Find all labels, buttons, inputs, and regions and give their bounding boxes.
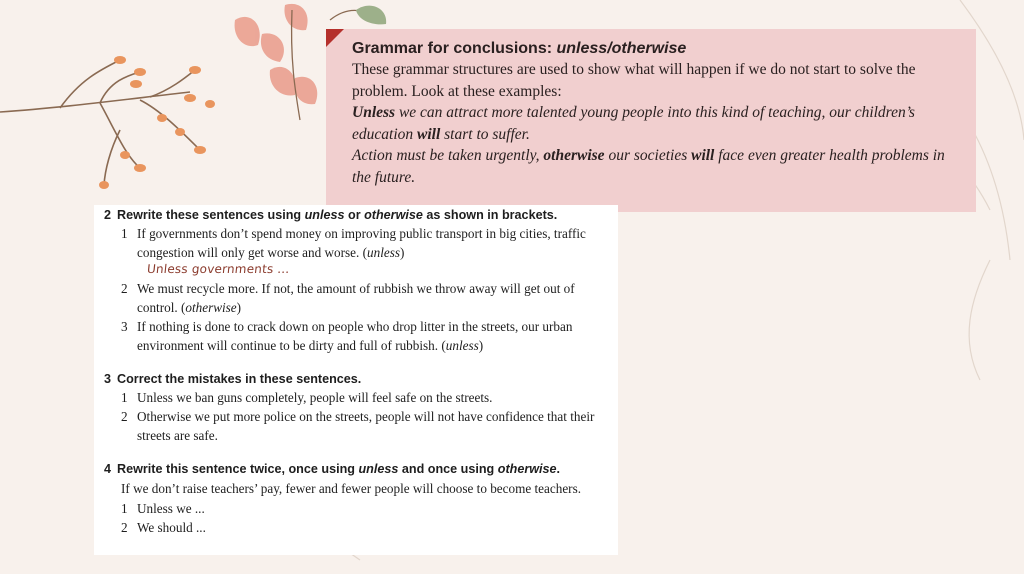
exercise-4 xyxy=(104,461,618,537)
exercise-heading: 4 Rewrite this sentence twice, once using unless and once using otherwise. xyxy=(104,462,561,476)
handwritten-answer: Unless governments ... xyxy=(146,262,291,276)
exercise-item: 1 Unless we ... xyxy=(121,501,205,516)
exercise-heading: 2 Rewrite these sentences using unless or otherwise as shown in brackets. xyxy=(104,208,558,222)
exercise-item: 3 If nothing is done to crack down on people who drop litter in the streets, our urban environment will continue to be dirty and full of rubbish. (unless) xyxy=(121,319,573,353)
grammar-intro: These grammar structures are used to show what will happen if we do not start to solve the problem. Look at these examples: xyxy=(352,61,916,100)
orange-buds xyxy=(99,56,215,189)
grammar-example-2: Action must be taken urgently, otherwise our societies will face even greater health problems in the future. xyxy=(352,147,945,186)
exercise-item: 2 We should ... xyxy=(121,520,206,535)
exercises-panel xyxy=(94,205,618,555)
exercise-2 xyxy=(104,207,618,355)
grammar-box xyxy=(326,29,976,212)
grammar-title: Grammar for conclusions: unless/otherwise xyxy=(352,40,687,57)
exercise-sentence: If we don’t raise teachers’ pay, fewer and fewer people will choose to become teachers. xyxy=(121,481,582,496)
green-leaf xyxy=(356,6,386,25)
exercise-item: 2 Otherwise we put more police on the streets, people will not have confidence that their streets are safe. xyxy=(121,409,595,443)
exercise-item: 2 We must recycle more. If not, the amount of rubbish we throw away will get out of control. (otherwise) xyxy=(121,281,575,315)
grammar-example-1: Unless we can attract more talented young people into this kind of teaching, our children’s education will start to suffer. xyxy=(352,104,915,143)
exercise-3 xyxy=(104,371,618,445)
exercise-heading: 3 Correct the mistakes in these sentences. xyxy=(104,372,362,386)
pink-flowers xyxy=(235,4,318,104)
exercise-item: 1 If governments don’t spend money on improving public transport in big cities, traffic congestion will only get worse and worse. (unless) xyxy=(121,226,586,260)
exercise-item: 1 Unless we ban guns completely, people will feel safe on the streets. xyxy=(121,390,493,405)
corner-accent xyxy=(326,29,344,47)
branch-illustration xyxy=(0,60,200,185)
